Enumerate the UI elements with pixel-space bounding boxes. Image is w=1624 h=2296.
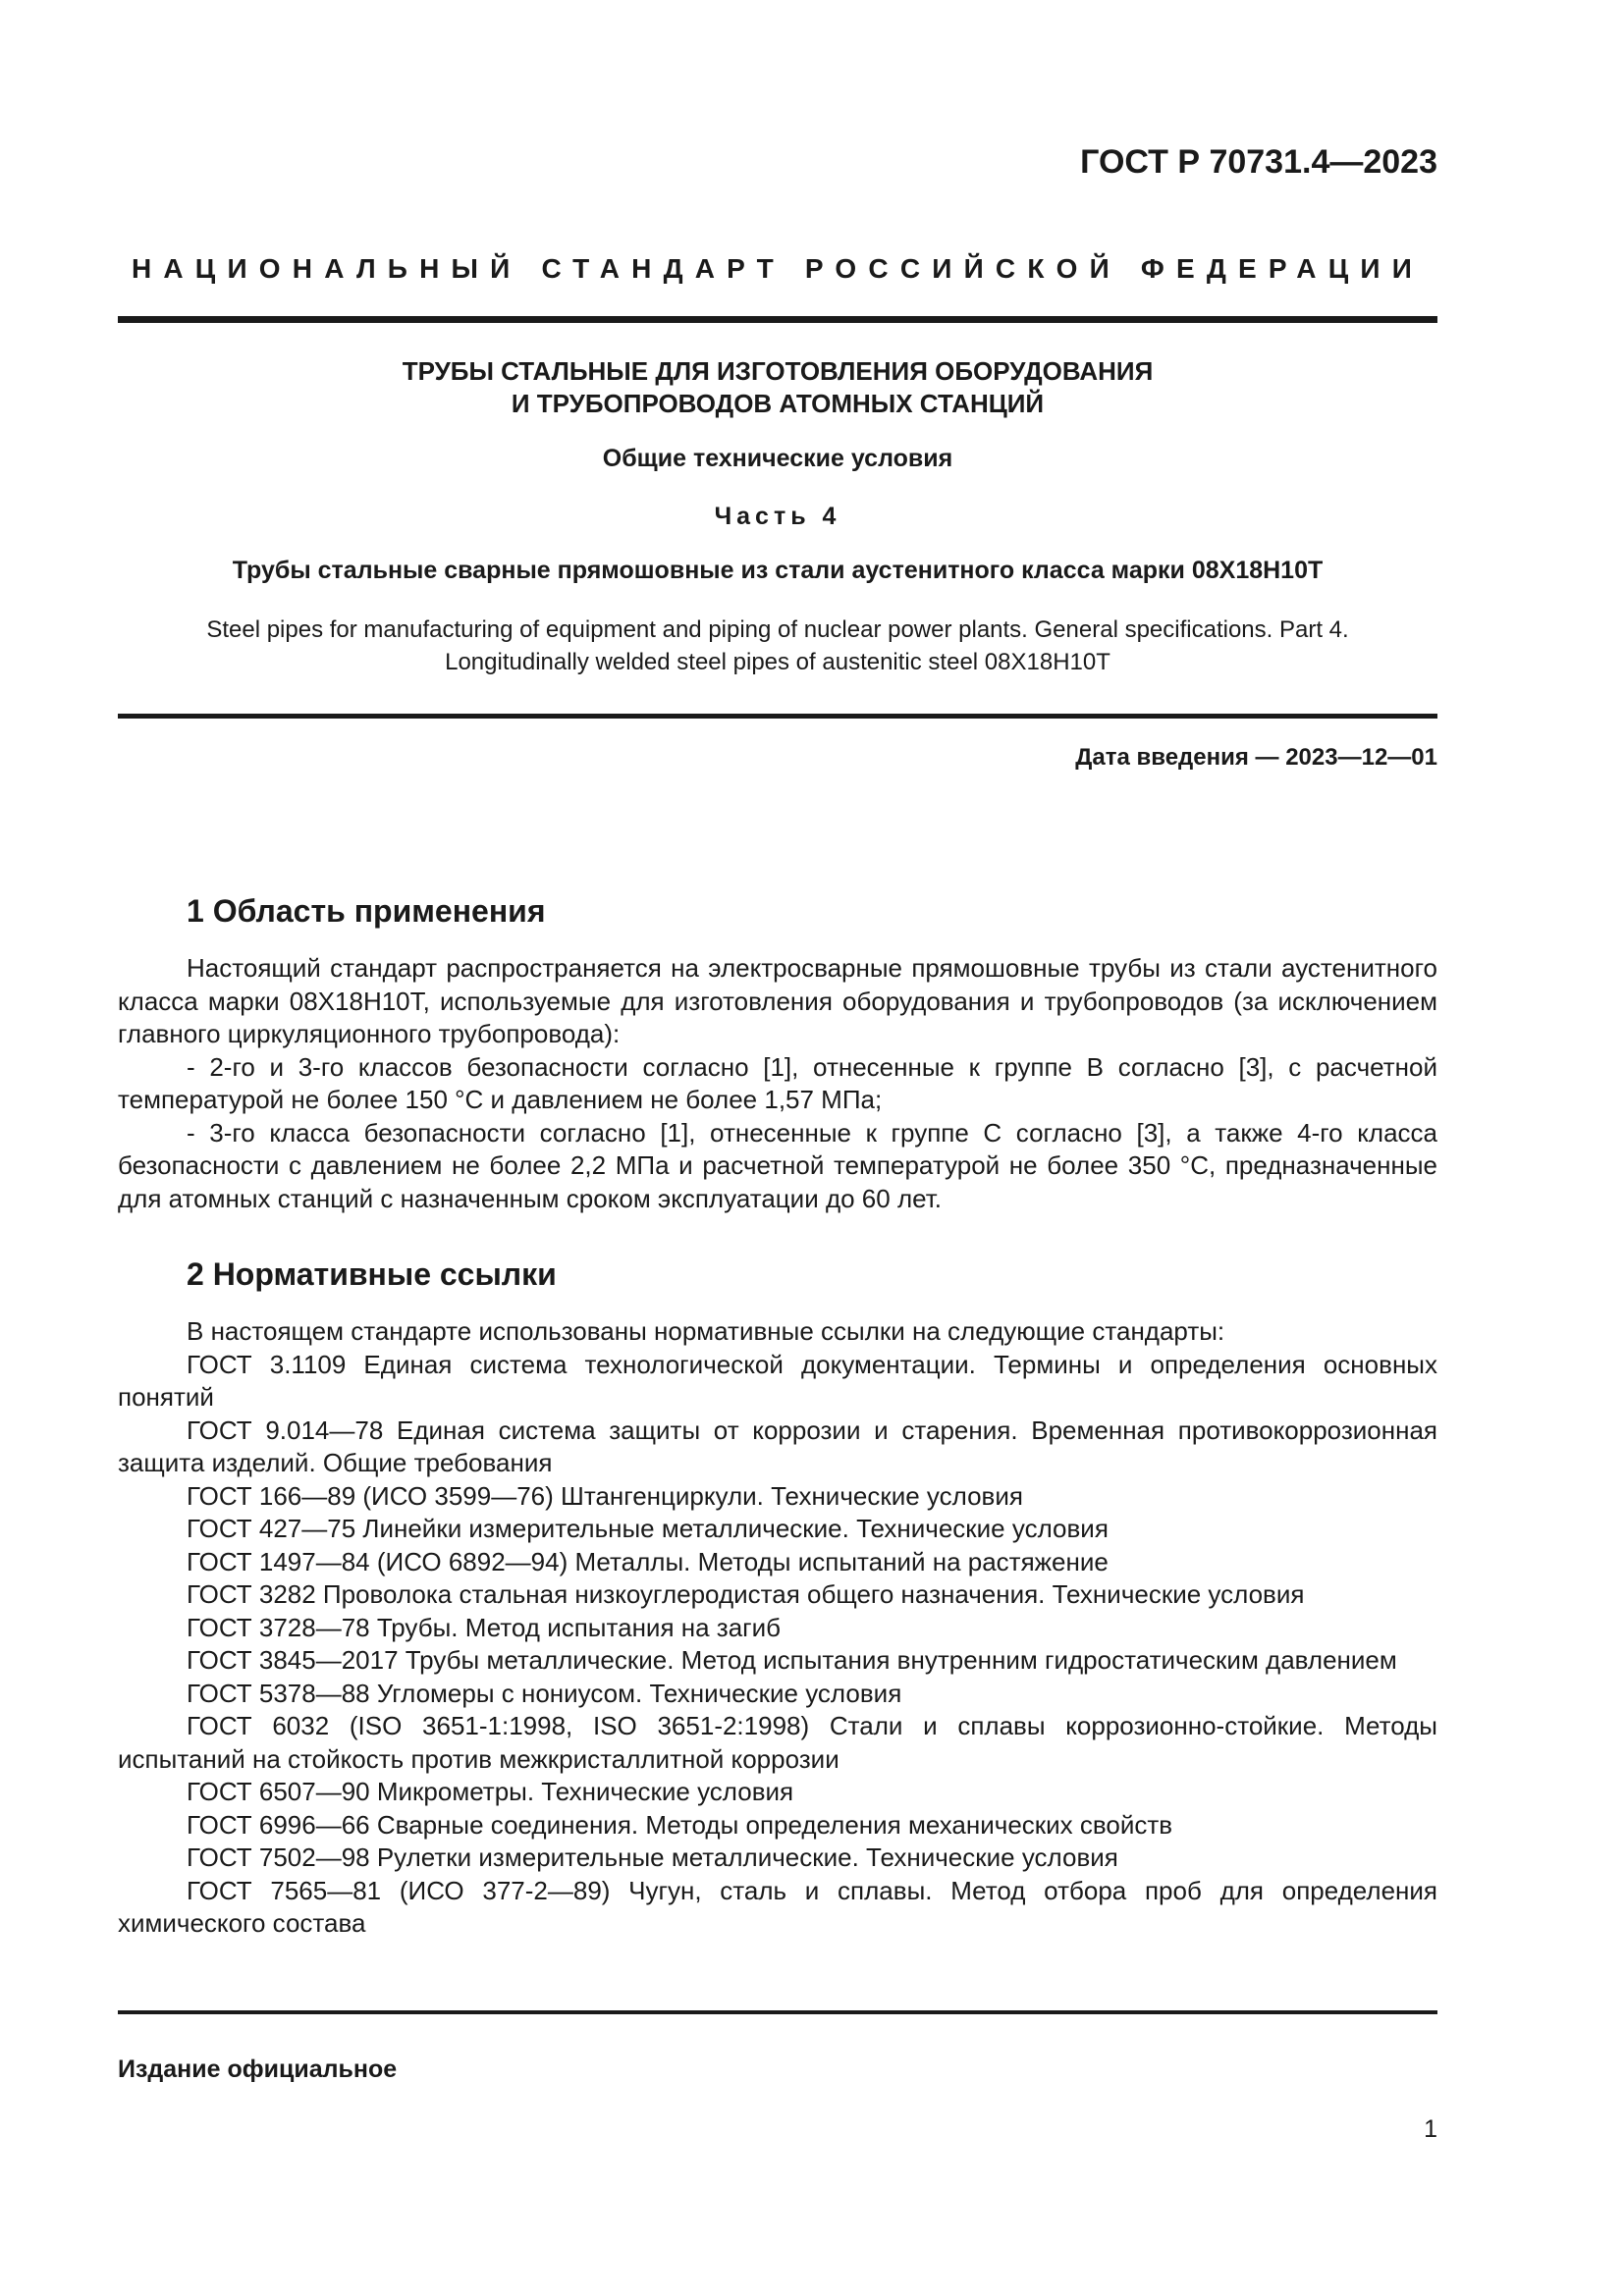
part-label: Часть 4 [714, 503, 841, 530]
reference-item: ГОСТ 3845—2017 Трубы металлические. Метод испытания внутренним гидростатическим давлением [187, 1645, 1397, 1675]
reference-item: ГОСТ 166—89 (ИСО 3599—76) Штангенциркули. Технические условия [187, 1480, 1023, 1511]
paragraph: - 3-го класса безопасности согласно [1], отнесенные к группе С согласно [3], а также 4-го класса безопасности с давлением не более 2,2 МПа и расчетной температурой не более 350 °С, предназначенные для атомных станций с назначенным сроком эксплуатации до 60 лет. [118, 1117, 1437, 1213]
header-rule [118, 316, 1437, 323]
reference-item: ГОСТ 6996—66 Сварные соединения. Методы определения механических свойств [187, 1809, 1173, 1840]
title-rule [118, 714, 1437, 719]
official-edition-label: Издание официальное [118, 2056, 398, 2083]
reference-item: ГОСТ 3728—78 Трубы. Метод испытания на загиб [187, 1612, 782, 1642]
title-line-1: ТРУБЫ СТАЛЬНЫЕ ДЛЯ ИЗГОТОВЛЕНИЯ ОБОРУДОВАНИЯ [402, 356, 1154, 386]
reference-item: ГОСТ 7565—81 (ИСО 377-2—89) Чугун, сталь и сплавы. Метод отбора проб для определения химического состава [118, 1875, 1437, 1938]
paragraph: - 2-го и 3-го классов безопасности согласно [1], отнесенные к группе В согласно [3], с расчетной температурой не более 150 °С и давлением не более 1,57 МПа; [118, 1051, 1437, 1114]
english-title-line-2: Longitudinally welded steel pipes of austenitic steel 08X18H10T [445, 649, 1110, 675]
section-1-body [118, 952, 1437, 1215]
reference-item: ГОСТ 6032 (ISO 3651-1:1998, ISO 3651-2:1998) Стали и сплавы коррозионно-стойкие. Методы испытаний на стойкость против межкристаллитной коррозии [118, 1711, 1437, 1774]
section-2-body [118, 1315, 1437, 1941]
section-2-heading: 2 Нормативные ссылки [187, 1256, 557, 1292]
reference-item: ГОСТ 3.1109 Единая система технологической документации. Термины и определения основных понятий [118, 1349, 1437, 1412]
reference-item: ГОСТ 1497—84 (ИСО 6892—94) Металлы. Методы испытаний на растяжение [187, 1546, 1109, 1576]
introduction-date: Дата введения — 2023—12—01 [1075, 744, 1437, 771]
part-title: Трубы стальные сварные прямошовные из стали аустенитного класса марки 08Х18Н10Т [232, 557, 1324, 584]
reference-item: ГОСТ 9.014—78 Единая система защиты от коррозии и старения. Временная противокоррозионная защита изделий. Общие требования [118, 1415, 1437, 1477]
national-standard-banner: НАЦИОНАЛЬНЫЙ СТАНДАРТ РОССИЙСКОЙ ФЕДЕРАЦИИ [131, 253, 1425, 284]
english-title-line-1: Steel pipes for manufacturing of equipment and piping of nuclear power plants. General specifications. Part 4. [206, 616, 1349, 643]
paragraph: Настоящий стандарт распространяется на электросварные прямошовные трубы из стали аустенитного класса марки 08Х18Н10Т, используемые для изготовления оборудования и трубопроводов (за исключением главного циркуляционного трубопровода): [118, 953, 1437, 1048]
english-title [118, 614, 1437, 678]
paragraph: В настоящем стандарте использованы нормативные ссылки на следующие стандарты: [187, 1316, 1225, 1346]
footer-rule [118, 2010, 1437, 2014]
reference-item: ГОСТ 427—75 Линейки измерительные металлические. Технические условия [187, 1514, 1109, 1543]
reference-item: ГОСТ 3282 Проволока стальная низкоуглеродистая общего назначения. Технические условия [187, 1579, 1305, 1609]
standard-designation: ГОСТ Р 70731.4—2023 [1080, 143, 1437, 181]
title-line-2: И ТРУБОПРОВОДОВ АТОМНЫХ СТАНЦИЙ [511, 389, 1045, 418]
section-1-heading: 1 Область применения [187, 893, 546, 929]
page-number: 1 [1424, 2115, 1437, 2143]
reference-item: ГОСТ 7502—98 Рулетки измерительные металлические. Технические условия [187, 1842, 1118, 1872]
reference-item: ГОСТ 6507—90 Микрометры. Технические условия [187, 1777, 794, 1806]
reference-item: ГОСТ 5378—88 Угломеры с нониусом. Технические условия [187, 1678, 902, 1708]
document-title [118, 355, 1437, 420]
document-subtitle: Общие технические условия [602, 445, 953, 472]
